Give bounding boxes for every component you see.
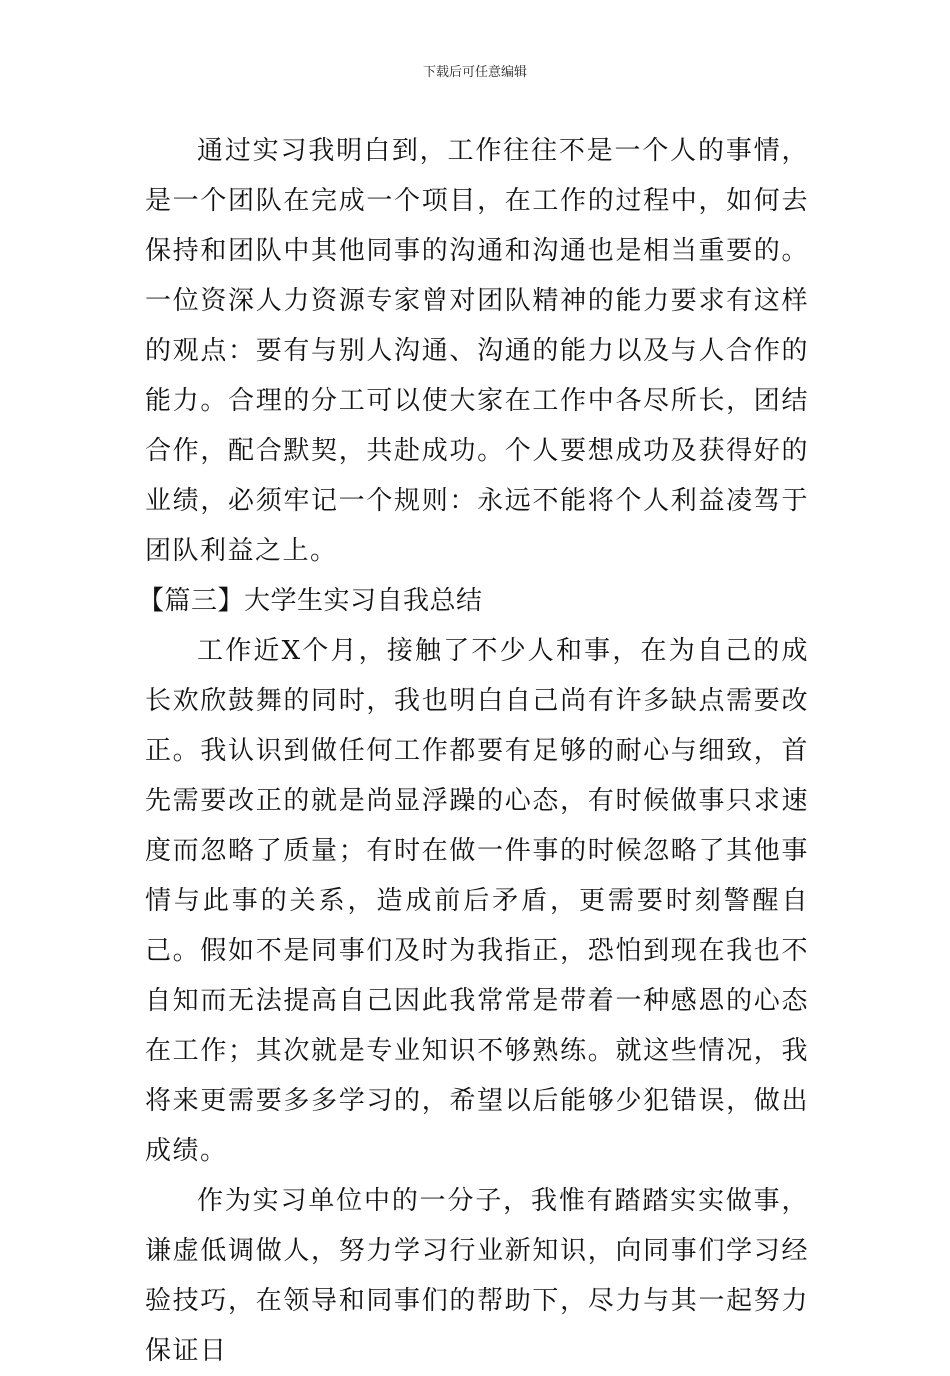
paragraph-self-reflection: 工作近X个月，接触了不少人和事，在为自己的成长欢欣鼓舞的同时，我也明白自己尚有许多缺点需要改正。我认识到做任何工作都要有足够的耐心与细致，首先需要改正的就是尚显浮躁的心态，有时候做事只求速度而忽略了质量；有时在做一件事的时候忽略了其他事情与此事的关系，造成前后矛盾，更需要时刻警醒自己。假如不是同事们及时为我指正，恐怕到现在我也不自知而无法提高自己因此我常常是带着一种感恩的心态在工作；其次就是专业知识不够熟练。就这些情况，我将来更需要多多学习的，希望以后能够少犯错误，做出成绩。 xyxy=(145,636,809,1166)
paragraph-work-attitude: 作为实习单位中的一分子，我惟有踏踏实实做事，谦虚低调做人，努力学习行业新知识，向同事们学习经验技巧，在领导和同事们的帮助下，尽力与其一起努力保证日 xyxy=(145,1186,809,1366)
page-header-note: 下载后可任意编辑 xyxy=(422,65,527,80)
document-body xyxy=(138,126,809,1376)
paragraph-teamwork: 通过实习我明白到，工作往往不是一个人的事情，是一个团队在完成一个项目，在工作的过程中，如何去保持和团队中其他同事的沟通和沟通也是相当重要的。一位资深人力资源专家曾对团队精神的能力要求有这样的观点：要有与别人沟通、沟通的能力以及与人合作的能力。合理的分工可以使大家在工作中各尽所长，团结合作，配合默契，共赴成功。个人要想成功及获得好的业绩，必须牢记一个规则：永远不能将个人利益凌驾于团队利益之上。 xyxy=(145,136,809,566)
section-heading: 【篇三】大学生实习自我总结 xyxy=(138,586,483,616)
